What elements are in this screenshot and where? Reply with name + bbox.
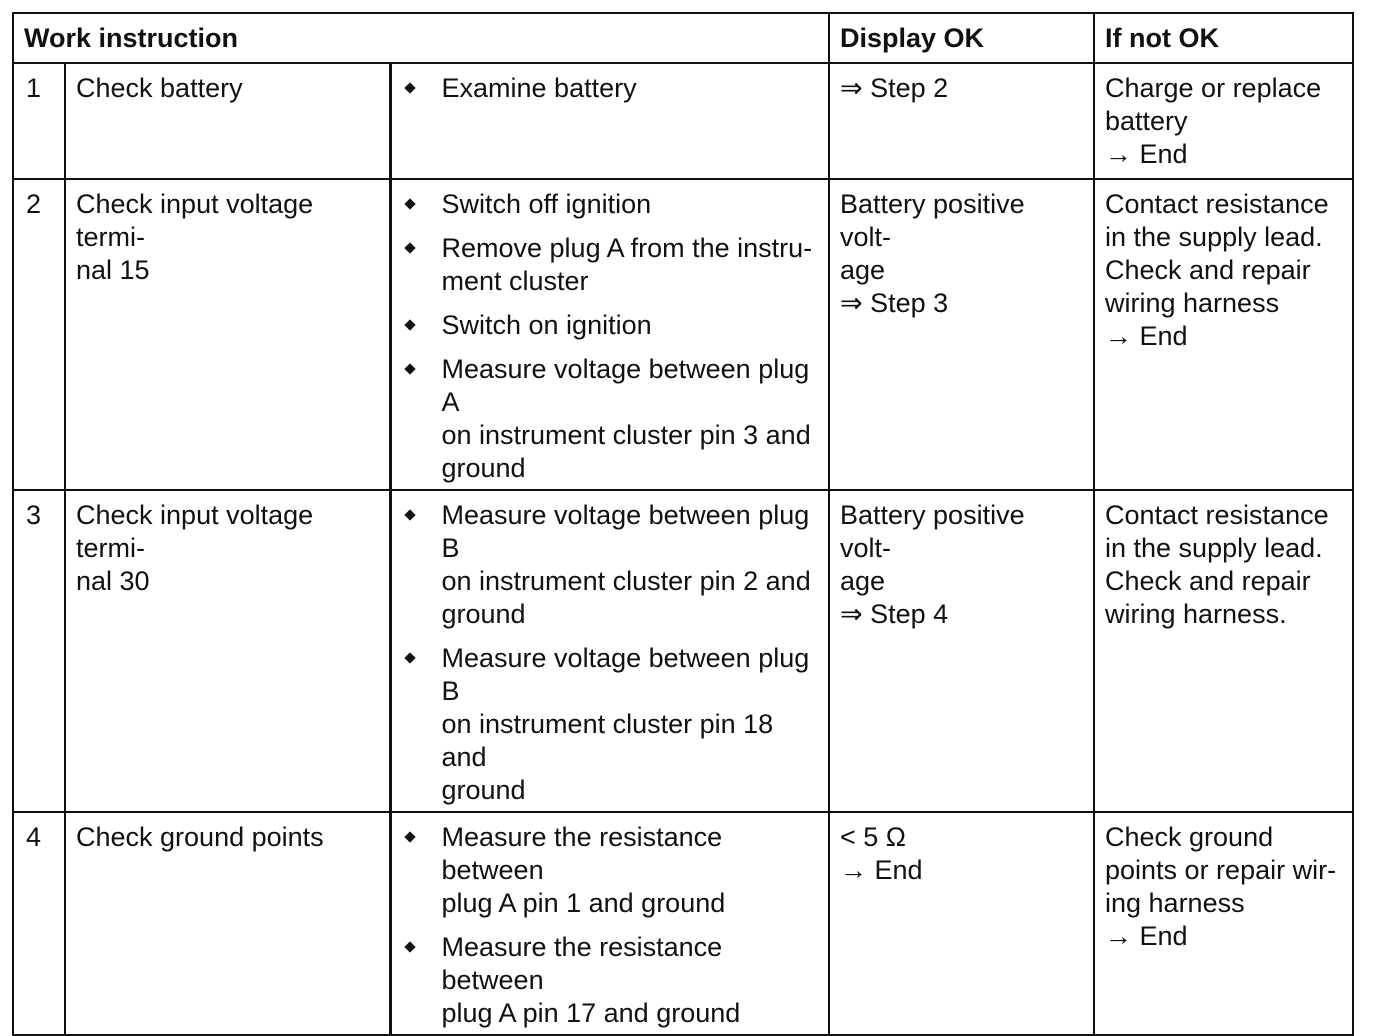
if-not-ok-line: → End bbox=[1105, 139, 1188, 169]
if-not-ok-line: ing harness bbox=[1105, 888, 1245, 918]
if-not-ok-line: wiring harness. bbox=[1105, 599, 1287, 629]
display-ok-line: Battery positive volt- bbox=[840, 189, 1025, 252]
if-not-ok-cell bbox=[1094, 63, 1353, 179]
display-ok-line: age bbox=[840, 255, 886, 285]
table-row bbox=[13, 490, 1353, 812]
diamond-bullet-icon bbox=[404, 242, 415, 253]
diamond-bullet-icon bbox=[404, 319, 415, 330]
display-ok-line: < 5 Ω bbox=[840, 822, 906, 852]
if-not-ok-line: in the supply lead. bbox=[1105, 222, 1323, 252]
display-ok-line: → End bbox=[840, 855, 923, 885]
header-if-not-ok: If not OK bbox=[1094, 13, 1353, 63]
instruction-item: Remove plug A from the instru- ment cluster bbox=[392, 232, 819, 298]
display-ok-line: age bbox=[840, 566, 886, 596]
diamond-bullet-icon bbox=[404, 198, 415, 209]
check-description: Check ground points bbox=[65, 812, 390, 1035]
if-not-ok-line: battery bbox=[1105, 106, 1188, 136]
diamond-bullet-icon bbox=[404, 82, 415, 93]
header-work-instruction: Work instruction bbox=[13, 13, 829, 63]
if-not-ok-line: → End bbox=[1105, 921, 1188, 951]
instruction-item: Switch off ignition bbox=[392, 188, 819, 221]
if-not-ok-line: wiring harness bbox=[1105, 288, 1280, 318]
diamond-bullet-icon bbox=[404, 363, 415, 374]
display-ok-cell bbox=[829, 490, 1094, 812]
if-not-ok-line: in the supply lead. bbox=[1105, 533, 1323, 563]
display-ok-cell bbox=[829, 63, 1094, 179]
diamond-bullet-icon bbox=[404, 941, 415, 952]
step-number: 4 bbox=[13, 812, 65, 1035]
instruction-item: Measure voltage between plug B on instrument cluster pin 18 and ground bbox=[392, 642, 819, 807]
check-description: Check battery bbox=[65, 63, 390, 179]
instruction-item: Examine battery bbox=[392, 72, 819, 105]
display-ok-line: ⇒ Step 3 bbox=[840, 288, 949, 318]
display-ok-line: ⇒ Step 4 bbox=[840, 599, 949, 629]
display-ok-line: Battery positive volt- bbox=[840, 500, 1025, 563]
if-not-ok-cell bbox=[1094, 812, 1353, 1035]
if-not-ok-line: Check and repair bbox=[1105, 255, 1311, 285]
display-ok-cell bbox=[829, 179, 1094, 490]
step-number: 3 bbox=[13, 490, 65, 812]
instruction-list bbox=[390, 63, 829, 179]
instruction-list bbox=[390, 812, 829, 1035]
diamond-bullet-icon bbox=[404, 652, 415, 663]
header-display-ok: Display OK bbox=[829, 13, 1094, 63]
work-instruction-table bbox=[12, 12, 1354, 1036]
if-not-ok-line: Contact resistance bbox=[1105, 500, 1329, 530]
if-not-ok-cell bbox=[1094, 490, 1353, 812]
table-header-row bbox=[13, 13, 1353, 63]
if-not-ok-line: Contact resistance bbox=[1105, 189, 1329, 219]
check-description: Check input voltage termi- nal 30 bbox=[65, 490, 390, 812]
display-ok-cell bbox=[829, 812, 1094, 1035]
instruction-item: Measure voltage between plug B on instrument cluster pin 2 and ground bbox=[392, 499, 819, 631]
instruction-item: Measure the resistance between plug A pin 17 and ground bbox=[392, 931, 819, 1030]
instruction-item: Switch on ignition bbox=[392, 309, 819, 342]
instruction-list bbox=[390, 490, 829, 812]
if-not-ok-line: points or repair wir- bbox=[1105, 855, 1337, 885]
table-row bbox=[13, 812, 1353, 1035]
step-number: 1 bbox=[13, 63, 65, 179]
diamond-bullet-icon bbox=[404, 831, 415, 842]
if-not-ok-line: Check ground bbox=[1105, 822, 1274, 852]
instruction-list bbox=[390, 179, 829, 490]
instruction-item: Measure the resistance between plug A pin 1 and ground bbox=[392, 821, 819, 920]
if-not-ok-line: Charge or replace bbox=[1105, 73, 1322, 103]
table-row bbox=[13, 179, 1353, 490]
if-not-ok-cell bbox=[1094, 179, 1353, 490]
display-ok-line: ⇒ Step 2 bbox=[840, 73, 949, 103]
check-description: Check input voltage termi- nal 15 bbox=[65, 179, 390, 490]
table-row bbox=[13, 63, 1353, 179]
instruction-item: Measure voltage between plug A on instrument cluster pin 3 and ground bbox=[392, 353, 819, 485]
if-not-ok-line: Check and repair bbox=[1105, 566, 1311, 596]
diamond-bullet-icon bbox=[404, 509, 415, 520]
step-number: 2 bbox=[13, 179, 65, 490]
if-not-ok-line: → End bbox=[1105, 321, 1188, 351]
